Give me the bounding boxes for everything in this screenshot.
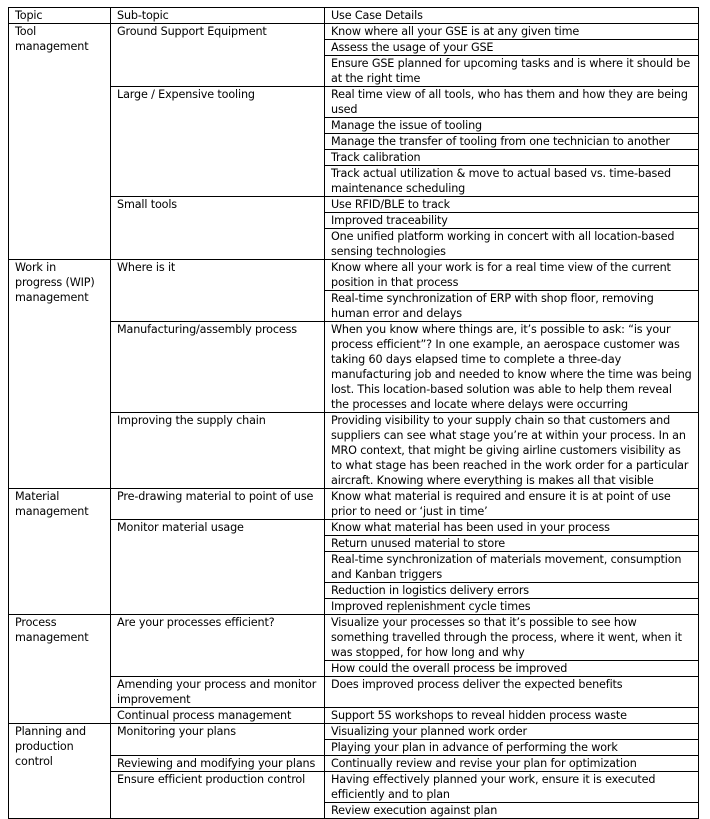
detail-cell: Use RFID/BLE to track: [325, 197, 699, 213]
header-row: [9, 8, 699, 24]
detail-cell: Reduction in logistics delivery errors: [325, 583, 699, 599]
subtopic-cell: Reviewing and modifying your plans: [111, 756, 325, 772]
header-details: Use Case Details: [325, 8, 699, 24]
detail-cell: Providing visibility to your supply chain so that customers and suppliers can see what stage you’re at within your process. In an MRO context, that might be giving airline customers visibility as to what stage has been reached in the work order for a particular aircraft. Knowing where everything is makes all that visible: [325, 413, 699, 489]
detail-cell: Know what material has been used in your process: [325, 520, 699, 536]
table-body: [9, 8, 699, 819]
table-row: [9, 756, 699, 772]
subtopic-cell: Pre-drawing material to point of use: [111, 489, 325, 520]
detail-cell: Know where all your GSE is at any given time: [325, 24, 699, 40]
header-topic: Topic: [9, 8, 111, 24]
use-case-table: [8, 7, 699, 819]
detail-cell: Know what material is required and ensure it is at point of use prior to need or ‘just in time’: [325, 489, 699, 520]
detail-cell: Manage the issue of tooling: [325, 118, 699, 134]
detail-cell: Does improved process deliver the expected benefits: [325, 677, 699, 708]
detail-cell: One unified platform working in concert with all location-based sensing technologies: [325, 229, 699, 260]
subtopic-cell: Continual process management: [111, 708, 325, 724]
detail-cell: Improved replenishment cycle times: [325, 599, 699, 615]
subtopic-cell: Monitoring your plans: [111, 724, 325, 756]
table-row: [9, 677, 699, 708]
subtopic-cell: Manufacturing/assembly process: [111, 322, 325, 413]
detail-cell: Having effectively planned your work, ensure it is executed efficiently and to plan: [325, 772, 699, 803]
table-row: [9, 197, 699, 213]
detail-cell: Return unused material to store: [325, 536, 699, 552]
detail-cell: Track actual utilization & move to actual based vs. time-based maintenance scheduling: [325, 166, 699, 197]
table-row: [9, 615, 699, 661]
table-row: [9, 520, 699, 536]
topic-cell: Process management: [9, 615, 111, 724]
detail-cell: When you know where things are, it’s possible to ask: “is your process efficient”? In one example, an aerospace customer was taking 60 days elapsed time to complete a three-day manufacturing job and needed to know where the time was being lost. This location-based solution was able to help them reveal the processes and locate where delays were occurring: [325, 322, 699, 413]
subtopic-cell: Ground Support Equipment: [111, 24, 325, 87]
header-subtopic: Sub-topic: [111, 8, 325, 24]
table-row: [9, 260, 699, 291]
subtopic-cell: Small tools: [111, 197, 325, 260]
subtopic-cell: Amending your process and monitor improvement: [111, 677, 325, 708]
table-row: [9, 87, 699, 118]
table-row: [9, 413, 699, 489]
subtopic-cell: Large / Expensive tooling: [111, 87, 325, 197]
detail-cell: Assess the usage of your GSE: [325, 40, 699, 56]
subtopic-cell: Are your processes efficient?: [111, 615, 325, 677]
detail-cell: Know where all your work is for a real time view of the current position in that process: [325, 260, 699, 291]
detail-cell: Visualizing your planned work order: [325, 724, 699, 740]
detail-cell: Continually review and revise your plan for optimization: [325, 756, 699, 772]
table-row: [9, 489, 699, 520]
table-row: [9, 772, 699, 803]
subtopic-cell: Monitor material usage: [111, 520, 325, 615]
topic-cell: Tool management: [9, 24, 111, 260]
table-row: [9, 708, 699, 724]
detail-cell: Improved traceability: [325, 213, 699, 229]
table-row: [9, 322, 699, 413]
topic-cell: Work in progress (WIP) management: [9, 260, 111, 489]
detail-cell: Support 5S workshops to reveal hidden process waste: [325, 708, 699, 724]
detail-cell: How could the overall process be improved: [325, 661, 699, 677]
detail-cell: Review execution against plan: [325, 803, 699, 819]
table-row: [9, 724, 699, 740]
detail-cell: Real-time synchronization of ERP with shop floor, removing human error and delays: [325, 291, 699, 322]
topic-cell: Planning and production control: [9, 724, 111, 819]
detail-cell: Track calibration: [325, 150, 699, 166]
detail-cell: Ensure GSE planned for upcoming tasks and is where it should be at the right time: [325, 56, 699, 87]
subtopic-cell: Ensure efficient production control: [111, 772, 325, 819]
subtopic-cell: Where is it: [111, 260, 325, 322]
detail-cell: Playing your plan in advance of performing the work: [325, 740, 699, 756]
detail-cell: Visualize your processes so that it’s possible to see how something travelled through the process, where it went, when it was stopped, for how long and why: [325, 615, 699, 661]
detail-cell: Manage the transfer of tooling from one technician to another: [325, 134, 699, 150]
subtopic-cell: Improving the supply chain: [111, 413, 325, 489]
detail-cell: Real time view of all tools, who has them and how they are being used: [325, 87, 699, 118]
topic-cell: Material management: [9, 489, 111, 615]
table-row: [9, 24, 699, 40]
detail-cell: Real-time synchronization of materials movement, consumption and Kanban triggers: [325, 552, 699, 583]
